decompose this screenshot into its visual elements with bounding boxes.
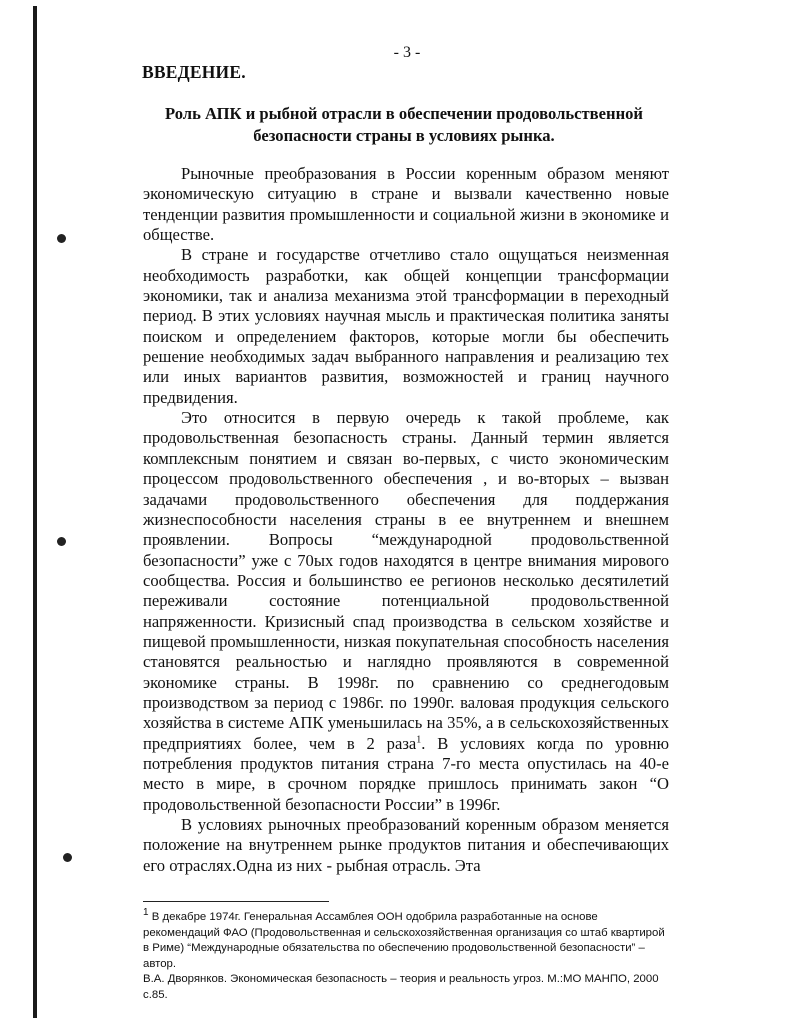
paragraph-2: В стране и государстве отчетливо стало ощущаться неизменная необходимость разработки, как общей концепции трансформации экономики, так и анализа механизма этой трансформации в переходный период. В этих условиях научная мысль и практическая политика заняты поиском и определением факторов, которые могли бы обеспечить решение необходимых задач выбранного направления и реализацию тех или иных вариантов развития, возможностей и границ научного предвидения.	[143, 245, 669, 407]
footnote-marker: 1	[143, 907, 149, 919]
document-title: Роль АПК и рыбной отрасли в обеспечении продовольственной безопасности страны в условиях рынка.	[165, 104, 643, 145]
footnote-source: В.А. Дворянков. Экономическая безопасность – теория и реальность угроз. М.:МО МАНПО, 2000 с.85.	[143, 973, 659, 1001]
paragraph-3-text: Это относится в первую очередь к такой проблеме, как продовольственная безопасность страны. Данный термин является комплексным понятием и связан во-первых, с чисто экономическим процессом продовольственного обеспечения , и во-вторых – вызван задачами продовольственного обеспечения для поддержания жизнеспособности населения страны в ее внутреннем и внешнем проявлении. Вопросы “международной продовольственной безопасности” уже с 70ых годов находятся в центре внимания мирового сообщества. Россия и большинство ее регионов несколько десятилетий переживали состояние потенциальной продовольственной напряженности. Кризисный спад производства в сельском хозяйстве и пищевой промышленности, низкая покупательная способность населения становятся реальностью и наглядно проявляются в современной экономике страны. В 1998г. по сравнению со среднегодовым производством за период с 1986г. по 1990г. валовая продукция сельского хозяйства в системе АПК уменьшилась на 35%, а в сельскохозяйственных предприятиях более, чем в 2 раза	[143, 408, 669, 753]
footnote-reference: 1	[416, 734, 422, 746]
binder-hole-mark	[57, 537, 66, 546]
page-number: - 3 -	[393, 44, 421, 61]
section-heading: ВВЕДЕНИЕ.	[142, 62, 246, 82]
paragraph-3	[143, 408, 669, 815]
paragraph-3-text-continued: . В условиях когда по уровню потребления продуктов питания страна 7-го места опустилась на 40-е место в мире, в срочном порядке пришлось принимать закон “О продовольственной безопасности России” в 1996г.	[143, 733, 669, 814]
body-text	[143, 164, 669, 876]
binder-hole-mark	[63, 853, 72, 862]
footnote-separator	[143, 901, 329, 902]
binder-hole-mark	[57, 234, 66, 243]
paragraph-1: Рыночные преобразования в России коренным образом меняют экономическую ситуацию в стране и вызвали качественно новые тенденции развития промышленности и социальной жизни в экономике и обществе.	[143, 164, 669, 245]
footnote-1	[143, 907, 669, 972]
footnotes	[143, 907, 669, 1004]
footnote-text: В декабре 1974г. Генеральная Ассамблея ООН одобрила разработанные на основе рекомендаций ФАО (Продовольственная и сельскохозяйственная организация со штаб квартирой в Риме) “Международные обязательства по обеспечению продовольственной безопасности” – автор.	[143, 911, 665, 970]
scan-edge-line	[33, 6, 37, 1018]
paragraph-4: В условиях рыночных преобразований коренным образом меняется положение на внутреннем рынке продуктов питания и обеспечивающих его отраслях.Одна из них - рыбная отрасль. Эта	[143, 815, 669, 875]
